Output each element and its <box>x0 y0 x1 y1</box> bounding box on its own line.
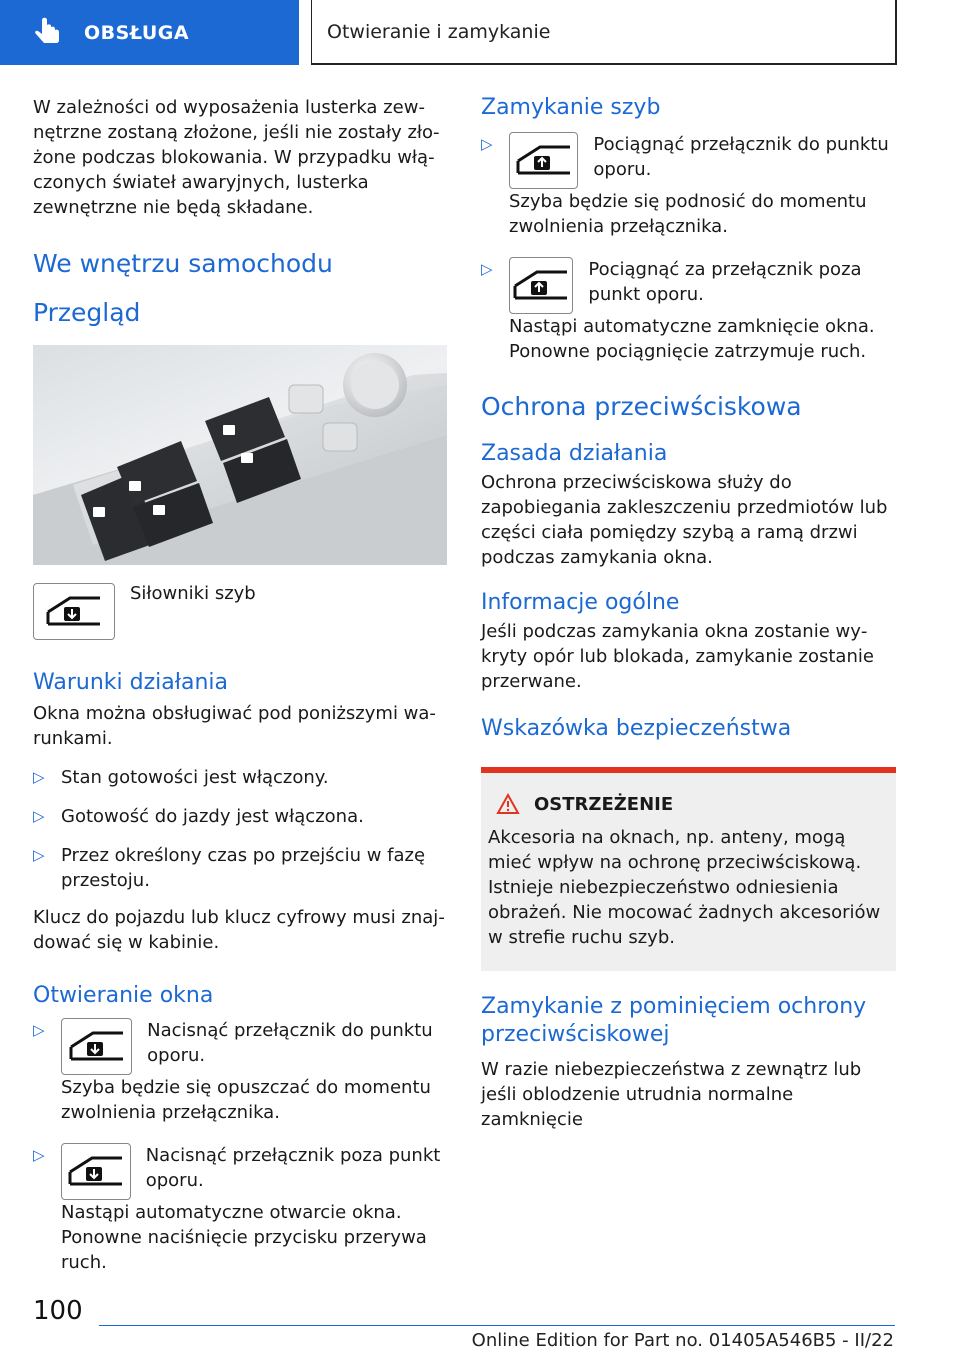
step-action: Nacisnąć przełącznik poza punkt oporu. <box>145 1145 441 1191</box>
bullet-triangle-icon: ▷ <box>481 260 493 278</box>
window-switch-icon <box>61 1143 131 1200</box>
bullet-triangle-icon: ▷ <box>33 807 45 825</box>
window-switch-icon <box>33 583 115 640</box>
step-action: Pociągnąć za przełącznik poza punkt oporu. <box>588 259 862 305</box>
step-action: Pociągnąć przełącznik do punktu oporu. <box>593 134 889 180</box>
page-number: 100 <box>33 1296 83 1326</box>
warning-header <box>488 793 889 815</box>
list-item: ▷ Gotowość do jazdy jest włączona. <box>33 806 364 827</box>
bullet-triangle-icon: ▷ <box>33 1146 45 1164</box>
heading-close: Zamykanie szyb <box>481 95 661 120</box>
right-column <box>481 95 896 1132</box>
window-switch-icon <box>509 132 578 189</box>
step-item <box>481 132 896 239</box>
bullet-triangle-icon: ▷ <box>481 135 493 153</box>
edition-note: Online Edition for Part no. 01405A546B5 - II/22 <box>471 1330 894 1351</box>
heading-general: Informacje ogólne <box>481 590 680 615</box>
heading-overview: Przegląd <box>33 298 141 327</box>
left-column <box>33 95 449 1275</box>
heading-bypass: Zamykanie z pominięciem ochrony przeciwściskowej <box>481 994 867 1047</box>
section-label: OBSŁUGA <box>84 21 190 44</box>
chapter-title: Otwieranie i zamykanie <box>327 20 551 43</box>
window-switch-icon <box>509 257 573 314</box>
step-result: Nastąpi automatyczne zamknięcie okna. Ponowne pociągnięcie zatrzymuje ruch. <box>509 316 875 362</box>
step-result: Szyba będzie się podnosić do momentu zwolnienia przełącznika. <box>509 191 867 237</box>
step-item <box>481 257 896 364</box>
bullet-triangle-icon: ▷ <box>33 1021 45 1039</box>
actuator-label: Siłowniki szyb <box>130 583 256 604</box>
principle-text: Ochrona przeciwściskowa służy do zapobiegania zakleszczeniu przedmiotów lub części ciała pomiędzy szybą a ramą drzwi podczas zamykania okna. <box>481 472 888 568</box>
footer-divider <box>99 1325 895 1326</box>
switch-panel-illustration <box>33 345 447 565</box>
heading-open: Otwieranie okna <box>33 983 214 1008</box>
step-result: Szyba będzie się opuszczać do momentu zwolnienia przełącznika. <box>61 1077 431 1123</box>
step-item <box>33 1018 449 1125</box>
conditions-outro: Klucz do pojazdu lub klucz cyfrowy musi znajdować się w kabinie. <box>33 907 445 953</box>
heading-interior: We wnętrzu samochodu <box>33 249 333 278</box>
heading-principle: Zasada działania <box>481 441 668 466</box>
warning-title: OSTRZEŻENIE <box>534 793 674 815</box>
window-switch-icon <box>61 1018 132 1075</box>
warning-triangle-icon <box>496 793 520 815</box>
bypass-text: W razie niebezpieczeństwa z zewnątrz lub jeśli oblodzenie utrudnia normalne zamknięcie <box>481 1059 862 1130</box>
heading-pinch: Ochrona przeciwściskowa <box>481 392 802 421</box>
actuator-row <box>33 583 449 640</box>
section-tab <box>0 0 299 65</box>
step-item <box>33 1143 449 1275</box>
warning-box <box>481 767 896 971</box>
step-action: Nacisnąć przełącznik do punktu oporu. <box>147 1020 433 1066</box>
list-item: ▷ Przez określony czas po przejściu w fazę przestoju. <box>33 845 426 891</box>
general-text: Jeśli podczas zamykania okna zostanie wykryty opór lub blokada, zamykanie zostanie przerwane. <box>481 621 874 692</box>
hand-pointer-icon <box>30 16 64 50</box>
bullet-triangle-icon: ▷ <box>33 846 45 864</box>
step-result: Nastąpi automatyczne otwarcie okna. Ponowne naciśnięcie przycisku przerywa ruch. <box>61 1202 427 1273</box>
bullet-triangle-icon: ▷ <box>33 768 45 786</box>
intro-paragraph: W zależności od wyposażenia lusterka zewnętrzne zostaną złożone, jeśli nie zostały złożone podczas blokowania. W przypadku włączonych świateł awaryjnych, lusterka zewnętrzne nie będą składane. <box>33 97 440 218</box>
conditions-intro: Okna można obsługiwać pod poniższymi warunkami. <box>33 703 436 749</box>
window-switch-photo <box>33 345 447 565</box>
list-item: ▷ Stan gotowości jest włączony. <box>33 767 329 788</box>
heading-conditions: Warunki działania <box>33 670 228 695</box>
warning-text: Akcesoria na oknach, np. anteny, mogą mieć wpływ na ochronę przeciwściskową. Istnieje niebezpieczeństwo odniesienia obrażeń. Nie mocować żadnych akcesoriów w strefie ruchu szyb. <box>488 827 881 948</box>
heading-safety: Wskazówka bezpieczeństwa <box>481 716 792 741</box>
chapter-header <box>311 0 897 65</box>
